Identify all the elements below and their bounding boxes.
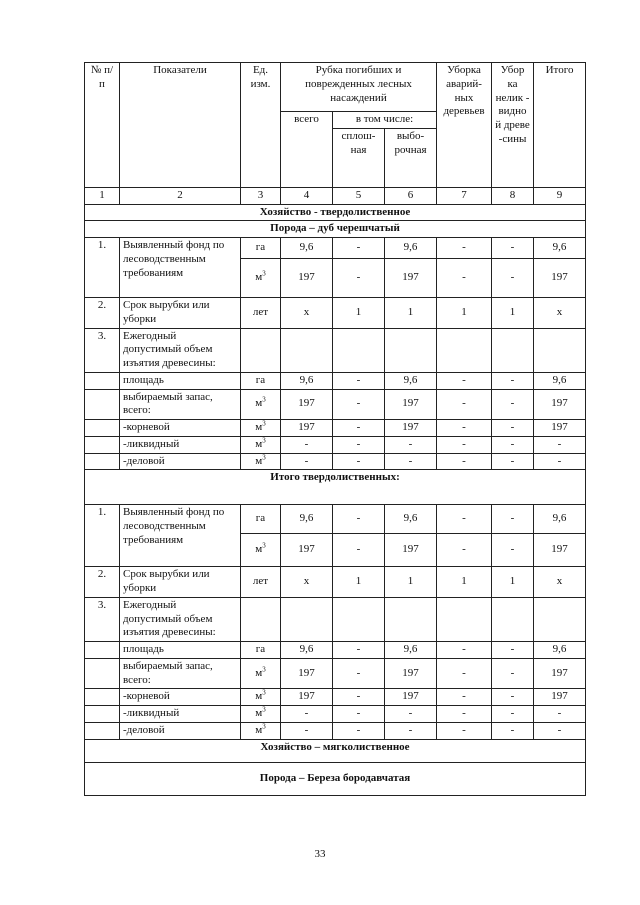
- value-cell: -: [437, 259, 492, 298]
- row-label: Ежегодный допустимый объем изъятия древесины:: [120, 328, 241, 372]
- value-cell: -: [437, 505, 492, 534]
- unit-cell: [241, 453, 281, 470]
- value-cell: -: [492, 722, 534, 739]
- empty-cell: [534, 597, 586, 641]
- table-row: [85, 420, 586, 437]
- row-label: площадь: [120, 642, 241, 659]
- value-cell: 197: [385, 534, 437, 567]
- unit-cell: [241, 722, 281, 739]
- value-cell: -: [333, 436, 385, 453]
- value-cell: х: [534, 567, 586, 598]
- value-cell: 1: [437, 567, 492, 598]
- value-cell: 9,6: [385, 505, 437, 534]
- value-cell: 9,6: [385, 238, 437, 259]
- value-cell: -: [437, 689, 492, 706]
- empty-cell: [492, 597, 534, 641]
- value-cell: -: [492, 436, 534, 453]
- value-cell: -: [281, 453, 333, 470]
- unit-cell: [241, 389, 281, 420]
- value-cell: -: [281, 706, 333, 723]
- col-number: 2: [120, 187, 241, 204]
- table-row: [85, 372, 586, 389]
- column-number-row: [85, 187, 586, 204]
- value-cell: 9,6: [281, 505, 333, 534]
- col-number: 5: [333, 187, 385, 204]
- value-cell: -: [492, 706, 534, 723]
- page-number: 33: [314, 848, 326, 860]
- unit-superscript: 3: [262, 541, 266, 550]
- value-cell: -: [281, 436, 333, 453]
- unit-cell: [241, 259, 281, 298]
- col-number: 6: [385, 187, 437, 204]
- table-row: [85, 328, 586, 372]
- value-cell: -: [492, 238, 534, 259]
- value-cell: -: [333, 389, 385, 420]
- row-label: Ежегодный допустимый объем изъятия древесины:: [120, 597, 241, 641]
- value-cell: -: [437, 389, 492, 420]
- value-cell: -: [333, 722, 385, 739]
- value-cell: 197: [534, 259, 586, 298]
- unit-text: м: [255, 666, 263, 679]
- value-cell: -: [333, 453, 385, 470]
- unit-superscript: 3: [262, 688, 266, 697]
- value-cell: -: [492, 372, 534, 389]
- value-cell: 197: [534, 389, 586, 420]
- unit-superscript: 3: [262, 722, 266, 731]
- forest-data-table: [84, 62, 586, 796]
- unit-superscript: 3: [262, 395, 266, 404]
- empty-cell: [85, 436, 120, 453]
- value-cell: 1: [437, 298, 492, 329]
- value-cell: -: [492, 505, 534, 534]
- row-number: 2.: [85, 298, 120, 329]
- unit-text: м: [255, 271, 263, 284]
- value-cell: 9,6: [385, 642, 437, 659]
- row-label: выбираемый запас, всего:: [120, 658, 241, 689]
- value-cell: -: [534, 722, 586, 739]
- col-number: 1: [85, 187, 120, 204]
- empty-cell: [385, 597, 437, 641]
- value-cell: -: [534, 706, 586, 723]
- value-cell: -: [437, 420, 492, 437]
- empty-cell: [85, 658, 120, 689]
- unit-superscript: 3: [262, 452, 266, 461]
- value-cell: -: [492, 642, 534, 659]
- header-emergency: Уборка аварий-ных деревьев: [437, 63, 492, 188]
- value-cell: 197: [385, 420, 437, 437]
- empty-cell: [385, 328, 437, 372]
- value-cell: -: [437, 642, 492, 659]
- unit-text: м: [255, 543, 263, 556]
- value-cell: 197: [281, 689, 333, 706]
- header-indicators: Показатели: [120, 63, 241, 188]
- value-cell: 9,6: [281, 238, 333, 259]
- row-label: площадь: [120, 372, 241, 389]
- empty-cell: [241, 597, 281, 641]
- section-row: [85, 470, 586, 505]
- header-felling: Рубка погибших и поврежденных лесных насаждений: [281, 63, 437, 112]
- section-title: Порода – дуб черешчатый: [85, 221, 586, 238]
- row-label: Выявленный фонд по лесоводственным требованиям: [120, 238, 241, 298]
- unit-text: м: [255, 707, 263, 719]
- value-cell: -: [534, 436, 586, 453]
- value-cell: 1: [385, 298, 437, 329]
- table-row: [85, 597, 586, 641]
- value-cell: 197: [385, 259, 437, 298]
- unit-cell: га: [241, 505, 281, 534]
- empty-cell: [333, 328, 385, 372]
- table-row: [85, 436, 586, 453]
- value-cell: 197: [534, 420, 586, 437]
- empty-cell: [85, 689, 120, 706]
- value-cell: х: [534, 298, 586, 329]
- unit-superscript: 3: [262, 436, 266, 445]
- unit-cell: [241, 436, 281, 453]
- row-label: -корневой: [120, 689, 241, 706]
- value-cell: 1: [333, 567, 385, 598]
- value-cell: 197: [281, 259, 333, 298]
- value-cell: 197: [534, 658, 586, 689]
- value-cell: 197: [281, 420, 333, 437]
- table-row: [85, 706, 586, 723]
- unit-cell: га: [241, 372, 281, 389]
- unit-text: м: [255, 421, 263, 433]
- header-no: № п/п: [85, 63, 120, 188]
- unit-text: м: [255, 437, 263, 450]
- row-number: 3.: [85, 328, 120, 372]
- value-cell: -: [492, 420, 534, 437]
- empty-cell: [333, 597, 385, 641]
- table-row: [85, 722, 586, 739]
- unit-text: м: [255, 397, 263, 410]
- value-cell: -: [492, 534, 534, 567]
- value-cell: 197: [385, 689, 437, 706]
- section-title: Хозяйство – мягколиственное: [85, 739, 586, 762]
- row-label: -деловой: [120, 722, 241, 739]
- value-cell: х: [281, 567, 333, 598]
- value-cell: 197: [281, 389, 333, 420]
- value-cell: х: [281, 298, 333, 329]
- col-number: 3: [241, 187, 281, 204]
- value-cell: -: [333, 706, 385, 723]
- empty-cell: [85, 706, 120, 723]
- value-cell: -: [492, 453, 534, 470]
- empty-cell: [85, 642, 120, 659]
- value-cell: -: [281, 722, 333, 739]
- table-row: [85, 238, 586, 259]
- value-cell: -: [333, 534, 385, 567]
- row-number: 3.: [85, 597, 120, 641]
- value-cell: 197: [281, 658, 333, 689]
- empty-cell: [281, 328, 333, 372]
- value-cell: 1: [385, 567, 437, 598]
- row-label: -ликвидный: [120, 706, 241, 723]
- header-illiquid: Убор ка нелик - видно й древе -сины: [492, 63, 534, 188]
- value-cell: -: [385, 436, 437, 453]
- section-title: Хозяйство - твердолиственное: [85, 204, 586, 221]
- value-cell: -: [333, 642, 385, 659]
- table-row: [85, 567, 586, 598]
- value-cell: -: [437, 534, 492, 567]
- value-cell: -: [534, 453, 586, 470]
- value-cell: -: [437, 436, 492, 453]
- value-cell: 9,6: [534, 238, 586, 259]
- value-cell: -: [492, 389, 534, 420]
- unit-superscript: 3: [262, 664, 266, 673]
- table-row: [85, 689, 586, 706]
- value-cell: 9,6: [534, 642, 586, 659]
- value-cell: -: [333, 238, 385, 259]
- value-cell: 197: [385, 389, 437, 420]
- value-cell: -: [385, 706, 437, 723]
- table-row: [85, 453, 586, 470]
- value-cell: -: [333, 372, 385, 389]
- unit-cell: лет: [241, 567, 281, 598]
- unit-superscript: 3: [262, 419, 266, 428]
- empty-cell: [85, 389, 120, 420]
- value-cell: -: [333, 420, 385, 437]
- value-cell: -: [333, 259, 385, 298]
- empty-cell: [241, 328, 281, 372]
- row-label: -деловой: [120, 453, 241, 470]
- header-selective: выбо-рочная: [385, 128, 437, 187]
- value-cell: 9,6: [385, 372, 437, 389]
- row-label: -корневой: [120, 420, 241, 437]
- empty-cell: [85, 420, 120, 437]
- col-number: 7: [437, 187, 492, 204]
- unit-cell: [241, 706, 281, 723]
- empty-cell: [437, 328, 492, 372]
- row-number: 1.: [85, 505, 120, 567]
- section-row: [85, 762, 586, 795]
- value-cell: -: [492, 658, 534, 689]
- section-row: [85, 204, 586, 221]
- unit-cell: га: [241, 642, 281, 659]
- value-cell: 197: [281, 534, 333, 567]
- unit-cell: [241, 658, 281, 689]
- table-row: [85, 505, 586, 534]
- table-row: [85, 642, 586, 659]
- unit-superscript: 3: [262, 705, 266, 714]
- section-row: [85, 739, 586, 762]
- unit-text: м: [255, 723, 263, 736]
- value-cell: 1: [492, 298, 534, 329]
- row-label: Выявленный фонд по лесоводственным требованиям: [120, 505, 241, 567]
- value-cell: 9,6: [534, 505, 586, 534]
- value-cell: -: [437, 706, 492, 723]
- value-cell: -: [333, 689, 385, 706]
- empty-cell: [85, 453, 120, 470]
- header-solid: сплош-ная: [333, 128, 385, 187]
- value-cell: 197: [385, 658, 437, 689]
- empty-cell: [281, 597, 333, 641]
- section-row: [85, 221, 586, 238]
- row-number: 2.: [85, 567, 120, 598]
- value-cell: 197: [534, 534, 586, 567]
- header-row-1: [85, 63, 586, 112]
- table-row: [85, 658, 586, 689]
- col-number: 8: [492, 187, 534, 204]
- unit-cell: га: [241, 238, 281, 259]
- value-cell: 9,6: [281, 372, 333, 389]
- value-cell: -: [333, 505, 385, 534]
- header-itogo: Итого: [534, 63, 586, 188]
- value-cell: 9,6: [534, 372, 586, 389]
- header-incl: в том числе:: [333, 112, 437, 129]
- header-unit: Ед. изм.: [241, 63, 281, 188]
- value-cell: -: [437, 238, 492, 259]
- value-cell: -: [437, 372, 492, 389]
- value-cell: -: [437, 722, 492, 739]
- section-title: Порода – Береза бородавчатая: [85, 762, 586, 795]
- col-number: 9: [534, 187, 586, 204]
- empty-cell: [437, 597, 492, 641]
- row-label: Срок вырубки или уборки: [120, 298, 241, 329]
- row-label: Срок вырубки или уборки: [120, 567, 241, 598]
- table-row: [85, 389, 586, 420]
- empty-cell: [534, 328, 586, 372]
- row-label: выбираемый запас, всего:: [120, 389, 241, 420]
- value-cell: -: [437, 658, 492, 689]
- empty-cell: [85, 372, 120, 389]
- value-cell: -: [385, 722, 437, 739]
- unit-superscript: 3: [262, 269, 266, 278]
- value-cell: -: [437, 453, 492, 470]
- value-cell: -: [492, 259, 534, 298]
- unit-cell: [241, 420, 281, 437]
- empty-cell: [85, 722, 120, 739]
- unit-cell: [241, 689, 281, 706]
- unit-cell: [241, 534, 281, 567]
- table-row: [85, 298, 586, 329]
- unit-text: м: [255, 454, 263, 467]
- col-number: 4: [281, 187, 333, 204]
- value-cell: -: [492, 689, 534, 706]
- unit-cell: лет: [241, 298, 281, 329]
- empty-cell: [492, 328, 534, 372]
- value-cell: -: [333, 658, 385, 689]
- value-cell: 197: [534, 689, 586, 706]
- unit-text: м: [255, 690, 263, 703]
- header-total-sub: всего: [281, 112, 333, 188]
- value-cell: 1: [492, 567, 534, 598]
- row-label: -ликвидный: [120, 436, 241, 453]
- value-cell: -: [385, 453, 437, 470]
- section-title: Итого твердолиственных:: [85, 470, 586, 505]
- row-number: 1.: [85, 238, 120, 298]
- value-cell: 1: [333, 298, 385, 329]
- value-cell: 9,6: [281, 642, 333, 659]
